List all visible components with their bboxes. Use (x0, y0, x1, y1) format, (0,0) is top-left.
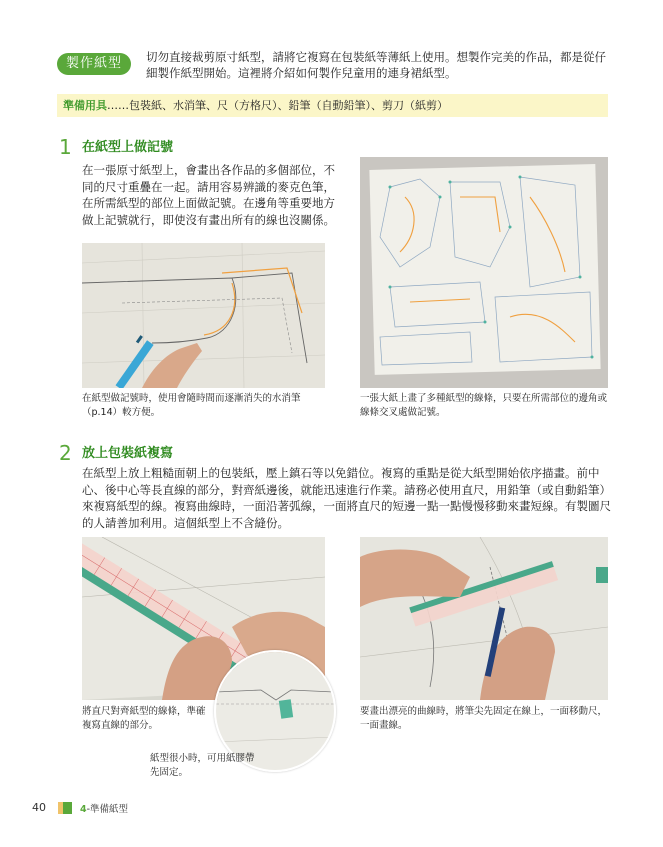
tools-label: 準備用具 (63, 99, 107, 112)
step1-number: 1 (59, 135, 72, 159)
section-badge: 製作紙型 (57, 53, 131, 75)
chapter-number: 4 (80, 804, 87, 815)
photo-pattern-sheet (360, 157, 608, 388)
intro-text: 切勿直接裁剪原寸紙型，請將它複寫在包裝紙等薄紙上使用。想製作完美的作品，都是從仔細製作紙型開始。這裡將介紹如何製作兒童用的連身裙紙型。 (146, 50, 606, 80)
step2-caption-inset: 紙型很小時，可用紙膠帶先固定。 (150, 753, 255, 778)
tools-items: ……包裝紙、水消筆、尺（方格尺）、鉛筆（自動鉛筆）、剪刀（紙剪） (107, 99, 448, 112)
step2-caption-left: 將直尺對齊紙型的線條，準確複寫直線的部分。 (82, 706, 206, 731)
step1-caption-right: 一張大紙上畫了多種紙型的線條，只要在所需部位的邊角或線條交叉處做記號。 (360, 393, 608, 418)
chapter-label (80, 801, 128, 815)
step1-title: 在紙型上做記號 (82, 140, 174, 155)
chapter-title: -準備紙型 (86, 804, 129, 815)
step2-number: 2 (59, 441, 72, 465)
step2-title: 放上包裝紙複寫 (82, 446, 174, 461)
photo-marking-pattern (82, 243, 325, 388)
step1-body: 在一張原寸紙型上，會畫出各作品的多個部位，不同的尺寸重疊在一起。請用容易辨識的麥克色筆，在所需紙型的部位上面做記號。在邊角等重要地方做上記號就行，即使沒有畫出所有的線也沒關係。 (82, 163, 335, 227)
step1-caption-left: 在紙型做記號時，使用會隨時間而逐漸消失的水消筆（p.14）較方便。 (82, 393, 301, 418)
page-number: 40 (32, 801, 46, 814)
step2-caption-right: 要畫出漂亮的曲線時，將筆尖先固定在線上，一面移動尺，一面畫線。 (360, 706, 608, 731)
step2-body: 在紙型上放上粗糙面朝上的包裝紙，壓上鎮石等以免錯位。複寫的重點是從大紙型開始依序描畫。前中心、後中心等長直線的部分，對齊紙邊後，就能迅速進行作業。請務必使用直尺，用鉛筆（或自動鉛筆）來複寫紙型的線。複寫曲線時，一面沿著弧線，一面將直尺的短邊一點一點慢慢移動來畫短線。有製圖尺的人請善加利用。這個紙型上不含縫份。 (82, 466, 611, 530)
photo-ruler-curve-line (360, 537, 608, 700)
tools-bar (57, 94, 608, 117)
chapter-marker-icon (58, 802, 72, 814)
tools-line (63, 97, 448, 114)
